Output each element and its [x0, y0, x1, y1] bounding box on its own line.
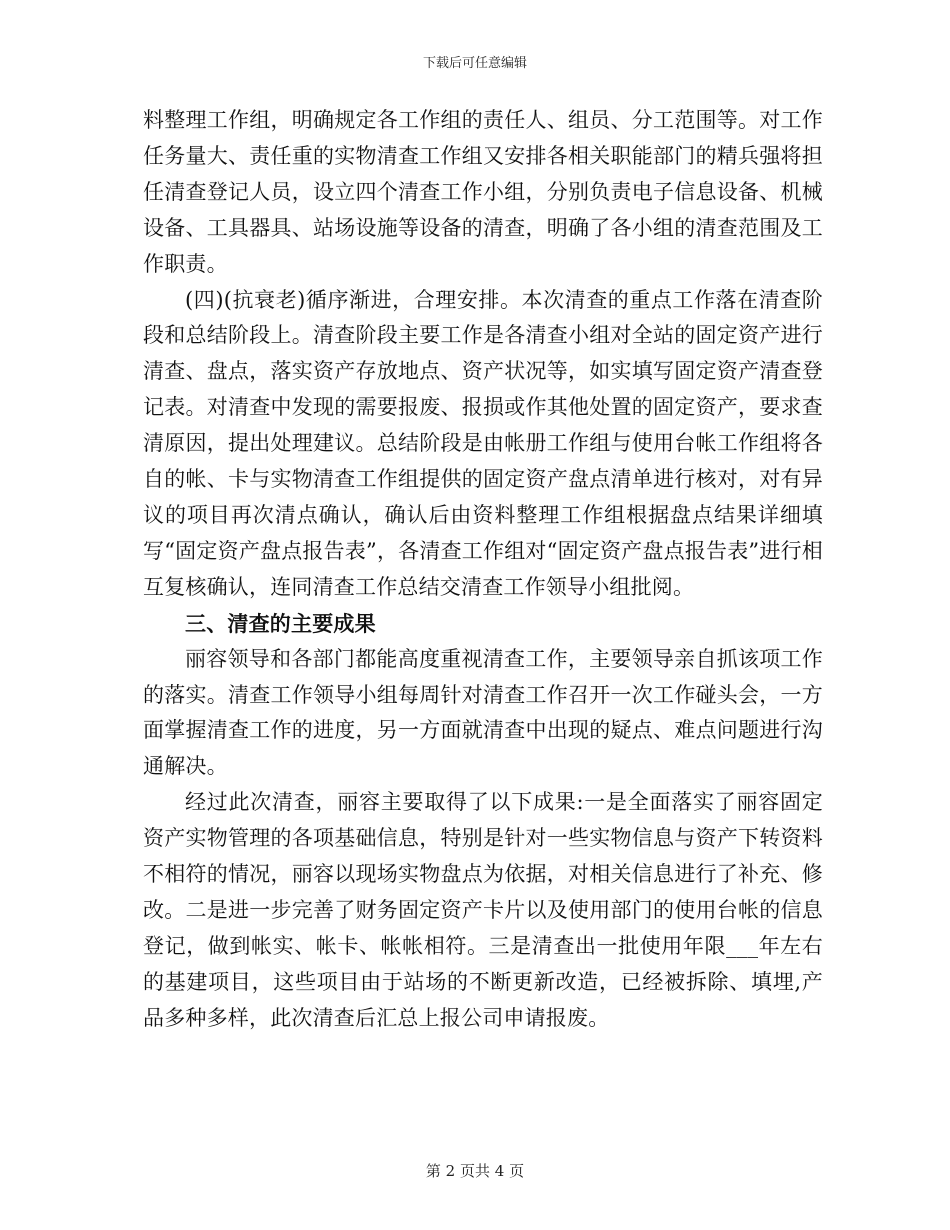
paragraph-leadership: 丽容领导和各部门都能高度重视清查工作，主要领导亲自抓该项工作的落实。清查工作领导小组每周针对清查工作召开一次工作碰头会，一方面掌握清查工作的进度，另一方面就清查中出现的疑点、难点问题进行沟通解决。 [143, 646, 823, 779]
paragraph-section-four: (四)(抗衰老)循序渐进，合理安排。本次清查的重点工作落在清查阶段和总结阶段上。清查阶段主要工作是各清查小组对全站的固定资产进行清查、盘点，落实资产存放地点、资产状况等，如实填写固定资产清查登记表。对清查中发现的需要报废、报损或作其他处置的固定资产，要求查清原因，提出处理建议。总结阶段是由帐册工作组与使用台帐工作组将各自的帐、卡与实物清查工作组提供的固定资产盘点清单进行核对，对有异议的项目再次清点确认，确认后由资料整理工作组根据盘点结果详细填写“固定资产盘点报告表”，各清查工作组对“固定资产盘点报告表”进行相互复核确认，连同清查工作总结交清查工作领导小组批阅。 [143, 287, 823, 599]
page-footer: 第 2 页共 4 页 [425, 1162, 525, 1180]
section-heading: 三、清查的主要成果 [185, 610, 376, 636]
paragraph-continuation: 料整理工作组，明确规定各工作组的责任人、组员、分工范围等。对工作任务量大、责任重的实物清查工作组又安排各相关职能部门的精兵强将担任清查登记人员，设立四个清查工作小组，分别负责电子信息设备、机械设备、工具器具、站场设施等设备的清查，明确了各小组的清查范围及工作职责。 [143, 108, 823, 276]
document-body [143, 103, 823, 1037]
page-header: 下载后可任意编辑 [422, 56, 527, 71]
paragraph-results: 经过此次清查，丽容主要取得了以下成果:一是全面落实了丽容固定资产实物管理的各项基础信息，特别是针对一些实物信息与资产下转资料不相符的情况，丽容以现场实物盘点为依据，对相关信息进行了补充、修改。二是进一步完善了财务固定资产卡片以及使用部门的使用台帐的信息登记，做到帐实、帐卡、帐帐相符。三是清查出一批使用年限___年左右的基建项目，这些项目由于站场的不断更新改造，已经被拆除、填埋,产品多种多样，此次清查后汇总上报公司申请报废。 [143, 790, 823, 1030]
